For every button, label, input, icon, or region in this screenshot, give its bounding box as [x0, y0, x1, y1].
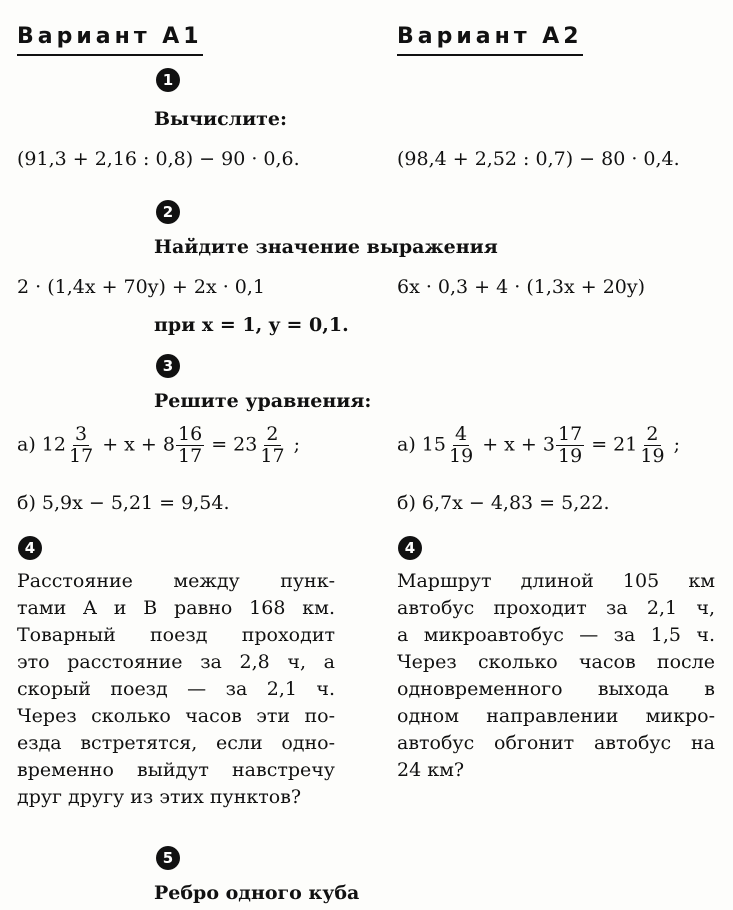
text-line: а микроавтобус — за 1,5 ч.: [397, 624, 715, 646]
task4-a2-problem-text: [397, 568, 715, 784]
fraction: $\frac{4}{19}$: [448, 423, 474, 467]
fraction: $\frac{17}{19}$: [557, 423, 583, 467]
text-line: одновременного выхода в: [397, 678, 715, 700]
task3-a1-equation-b: [17, 492, 230, 514]
equation-b: 5,9x − 5,21 = 9,54.: [41, 492, 230, 514]
fraction: $\frac{3}{17}$: [68, 423, 94, 467]
task1-instruction: Вычислите:: [154, 108, 288, 130]
task5-instruction: Ребро одного куба: [154, 882, 360, 904]
label-a: а): [17, 433, 36, 456]
task1-a2-expression: (98,4 + 2,52 : 0,7) − 80 · 0,4.: [397, 148, 680, 170]
middle-term: + x + 8: [102, 433, 175, 456]
whole-part: 15: [421, 433, 446, 456]
semicolon: ;: [293, 433, 300, 456]
equals-term: = 23: [211, 433, 258, 456]
task3-a1-equation-a: [17, 424, 300, 467]
label-b: б): [397, 492, 416, 514]
equation-b: 6,7x − 4,83 = 5,22.: [421, 492, 610, 514]
task4-a1-problem-text: [17, 568, 335, 811]
task1-a1-expression: (91,3 + 2,16 : 0,8) − 90 · 0,6.: [17, 148, 300, 170]
text-line: Через сколько часов эти по-: [17, 705, 335, 727]
variant-a1-heading: Вариант А1: [17, 24, 203, 56]
task2-a1-expression: 2 · (1,4x + 70y) + 2x · 0,1: [17, 276, 266, 298]
text-line: Через сколько часов после: [397, 651, 715, 673]
fraction: $\frac{2}{17}$: [260, 423, 285, 467]
label-b: б): [17, 492, 36, 514]
task3-a2-equation-a: [397, 424, 680, 467]
text-line: автобус проходит за 2,1 ч,: [397, 597, 715, 619]
text-line: это расстояние за 2,8 ч, а: [17, 651, 335, 673]
task2-a2-expression: 6x · 0,3 + 4 · (1,3x + 20y): [397, 276, 646, 298]
equals-term: = 21: [591, 433, 638, 456]
task5-number-badge: 5: [156, 846, 180, 870]
text-line: езда встретятся, если одно-: [17, 732, 335, 754]
text-line: 24 км?: [397, 759, 465, 781]
label-a: а): [397, 433, 416, 456]
text-line: автобус обгонит автобус на: [397, 732, 715, 754]
task2-condition: при x = 1, y = 0,1.: [154, 314, 349, 336]
task1-number-badge: 1: [156, 68, 180, 92]
variant-a2-heading: Вариант А2: [397, 24, 583, 56]
task2-number-badge: 2: [156, 200, 180, 224]
text-line: одном направлении микро-: [397, 705, 715, 727]
text-line: Маршрут длиной 105 км: [397, 570, 715, 592]
text-line: Расстояние между пунк-: [17, 570, 335, 592]
task2-instruction: Найдите значение выражения: [154, 236, 498, 258]
text-line: друг другу из этих пунктов?: [17, 786, 302, 808]
semicolon: ;: [673, 433, 680, 456]
whole-part: 12: [41, 433, 66, 456]
task3-a2-equation-b: [397, 492, 610, 514]
text-line: временно выйдут навстречу: [17, 759, 335, 781]
text-line: тами A и B равно 168 км.: [17, 597, 335, 619]
task3-number-badge: 3: [156, 354, 180, 378]
task3-instruction: Решите уравнения:: [154, 390, 372, 412]
task4-a1-number-badge: 4: [18, 536, 42, 560]
middle-term: + x + 3: [482, 433, 555, 456]
fraction: $\frac{2}{19}$: [640, 423, 665, 467]
text-line: скорый поезд — за 2,1 ч.: [17, 678, 335, 700]
fraction: $\frac{16}{17}$: [177, 423, 203, 467]
text-line: Товарный поезд проходит: [17, 624, 335, 646]
task4-a2-number-badge: 4: [398, 536, 422, 560]
